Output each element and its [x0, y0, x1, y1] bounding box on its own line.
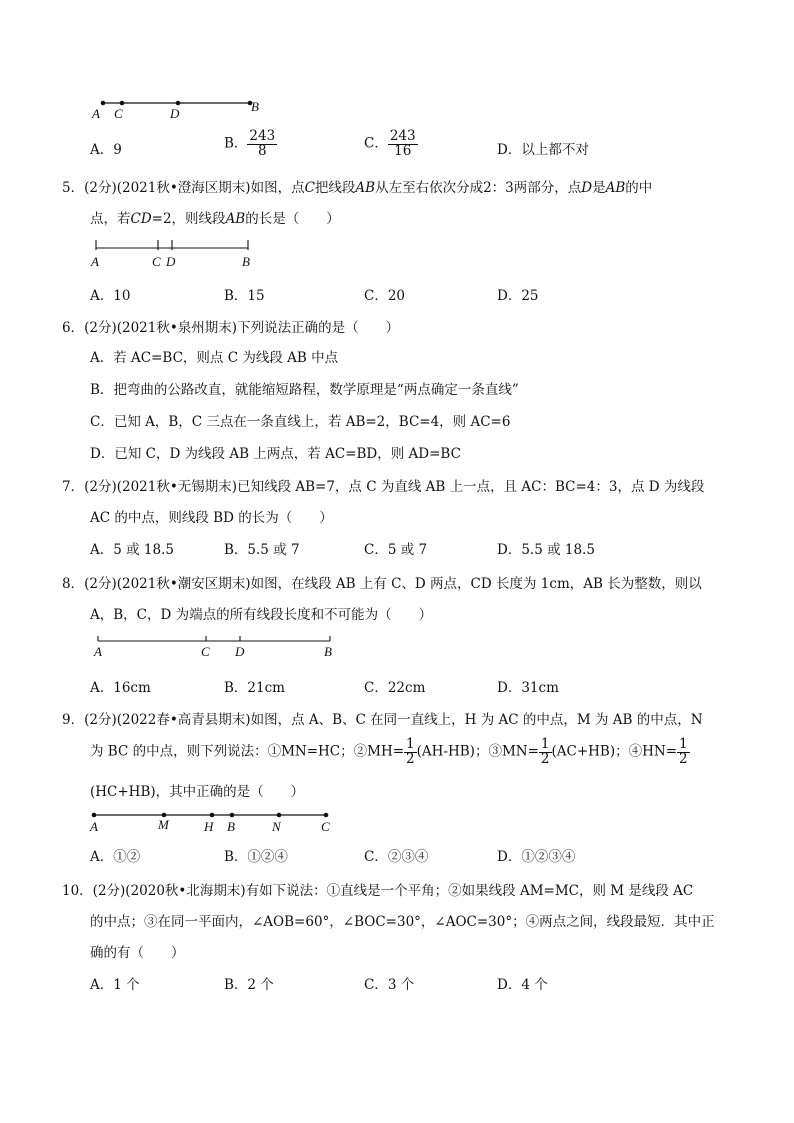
q9-stem-line1: 9．(2分)(2022春•高青县期末)如图，点 A、B、C 在同一直线上，H 为 AC 的中点，M 为 AB 的中点，N — [62, 712, 703, 728]
q6-option-b: B．把弯曲的公路改直，就能缩短路程，数学原理是“两点确定一条直线” — [90, 382, 519, 398]
text: (AC+HB)；④HN= — [551, 743, 678, 760]
q5-figure — [88, 236, 268, 270]
q10-option-b: B．2 个 — [224, 977, 274, 993]
q5-option-c: C．20 — [364, 288, 406, 304]
point-n — [277, 813, 282, 818]
q10-option-c: C．3 个 — [364, 977, 415, 993]
label-b: B — [251, 99, 259, 114]
q7-option-d: D．5.5 或 18.5 — [497, 542, 595, 558]
q9-stem-line3: (HC+HB)，其中正确的是（ ） — [90, 784, 305, 800]
q9-figure — [88, 808, 338, 838]
numerator: 1 — [540, 736, 550, 752]
denominator: 8 — [258, 142, 267, 159]
q8-stem-line1: 8．(2分)(2021秋•潮安区期末)如图，在线段 AB 上有 C、D 两点，CD 长度为 1cm，AB 长为整数，则以 — [62, 576, 702, 592]
text: D — [581, 180, 593, 196]
label-c: C — [152, 254, 161, 269]
denominator: 2 — [540, 750, 550, 767]
text: 从左至右依次分成2：3两部分，点 — [375, 180, 582, 196]
label-a: A — [92, 106, 100, 121]
q4-option-c-label: C． — [364, 135, 388, 152]
q10-option-a: A．1 个 — [90, 977, 140, 993]
point-d — [176, 101, 181, 106]
q9-stem-line2 — [90, 738, 690, 766]
q10-stem-line3: 确的有（ ） — [90, 945, 185, 961]
fraction — [247, 130, 277, 158]
label-a: A — [90, 819, 98, 834]
q7-option-a: A．5 或 18.5 — [90, 542, 174, 558]
denominator: 16 — [394, 142, 412, 159]
label-d: D — [235, 644, 245, 659]
text: AB — [355, 180, 376, 196]
q6-option-c: C．已知 A，B，C 三点在一条直线上，若 AB=2，BC=4，则 AC=6 — [90, 414, 511, 430]
numerator: 1 — [406, 736, 415, 752]
text: 5．(2分)(2021秋•澄海区期末)如图，点 — [62, 180, 305, 196]
point-a — [92, 813, 97, 818]
text: AB — [605, 180, 626, 196]
q8-stem-line2: A，B，C，D 为端点的所有线段长度和不可能为（ ） — [90, 607, 433, 623]
text: C — [304, 180, 315, 196]
numerator: 243 — [249, 128, 276, 144]
q4-option-b — [224, 130, 277, 158]
text: 的中 — [625, 180, 653, 196]
label-h: H — [204, 819, 214, 834]
q4-option-a: A．9 — [90, 142, 122, 158]
q10-option-d: D．4 个 — [497, 977, 548, 993]
text: 点，若 — [90, 211, 131, 227]
text: =2，则线段 — [151, 211, 226, 227]
q10-stem-line2: 的中点；③在同一平面内，∠AOB=60°，∠BOC=30°，∠AOC=30°；④两点之间，线段最短．其中正 — [90, 914, 715, 930]
text: 的长是（ ） — [245, 211, 340, 227]
label-m: M — [158, 817, 169, 832]
q8-option-d: D．31cm — [497, 680, 559, 696]
label-c: C — [321, 819, 330, 834]
q6-stem: 6．(2分)(2021秋•泉州期末)下列说法正确的是（ ） — [62, 320, 400, 336]
point-a — [101, 101, 106, 106]
point-c — [324, 813, 329, 818]
text: (AH-HB)；③MN= — [416, 743, 539, 760]
q4-option-d: D．以上都不对 — [497, 142, 589, 158]
q5-stem-line2 — [90, 207, 340, 227]
q7-stem-line2: AC 的中点，则线段 BD 的长为（ ） — [90, 510, 333, 526]
q8-option-a: A．16cm — [90, 680, 151, 696]
fraction — [539, 738, 552, 766]
q5-option-b: B．15 — [224, 288, 265, 304]
q8-figure — [90, 632, 340, 662]
point-c — [120, 101, 125, 106]
denominator: 2 — [679, 750, 688, 767]
label-a: A — [91, 254, 99, 269]
numerator: 243 — [389, 128, 416, 144]
q8-option-c: C．22cm — [364, 680, 426, 696]
text: CD — [130, 211, 152, 227]
label-d: D — [166, 254, 176, 269]
point-h — [210, 813, 215, 818]
q9-option-c: C．②③④ — [364, 849, 429, 865]
text: AB — [225, 211, 246, 227]
q7-option-b: B．5.5 或 7 — [224, 542, 300, 558]
q8-option-b: B．21cm — [224, 680, 285, 696]
point-b — [230, 813, 235, 818]
label-b: B — [242, 254, 250, 269]
numerator: 1 — [679, 736, 688, 752]
q7-option-c: C．5 或 7 — [364, 542, 428, 558]
text: 把线段 — [314, 180, 356, 196]
fraction — [404, 738, 417, 766]
q9-option-b: B．①②④ — [224, 849, 288, 865]
fraction — [677, 738, 690, 766]
q7-stem-line1: 7．(2分)(2021秋•无锡期末)已知线段 AB=7，点 C 为直线 AB 上一点，且 AC：BC=4：3，点 D 为线段 — [62, 479, 705, 495]
q4-option-b-label: B． — [224, 135, 248, 152]
label-n: N — [272, 819, 281, 834]
q4-figure — [90, 95, 270, 125]
q9-option-a: A．①② — [90, 849, 141, 865]
denominator: 2 — [406, 750, 415, 767]
fraction — [388, 130, 418, 158]
q5-option-d: D．25 — [497, 288, 539, 304]
label-a: A — [94, 644, 102, 659]
q4-option-c — [364, 130, 418, 158]
q9-option-d: D．①②③④ — [497, 849, 576, 865]
q6-option-a: A．若 AC=BC，则点 C 为线段 AB 中点 — [90, 350, 339, 366]
q5-option-a: A．10 — [90, 288, 131, 304]
label-b: B — [324, 644, 332, 659]
q6-option-d: D．已知 C，D 为线段 AB 上两点，若 AC=BD，则 AD=BC — [90, 446, 461, 462]
label-c: C — [114, 106, 123, 121]
q10-stem-line1: 10．(2分)(2020秋•北海期末)有如下说法：①直线是一个平角；②如果线段 AM=MC，则 M 是线段 AC — [62, 883, 694, 899]
text: 为 BC 的中点，则下列说法：①MN=HC；②MH= — [90, 743, 405, 760]
label-b: B — [227, 819, 235, 834]
text: 是 — [592, 180, 606, 196]
q5-stem-line1 — [62, 176, 652, 196]
label-d: D — [170, 106, 180, 121]
label-c: C — [201, 644, 210, 659]
